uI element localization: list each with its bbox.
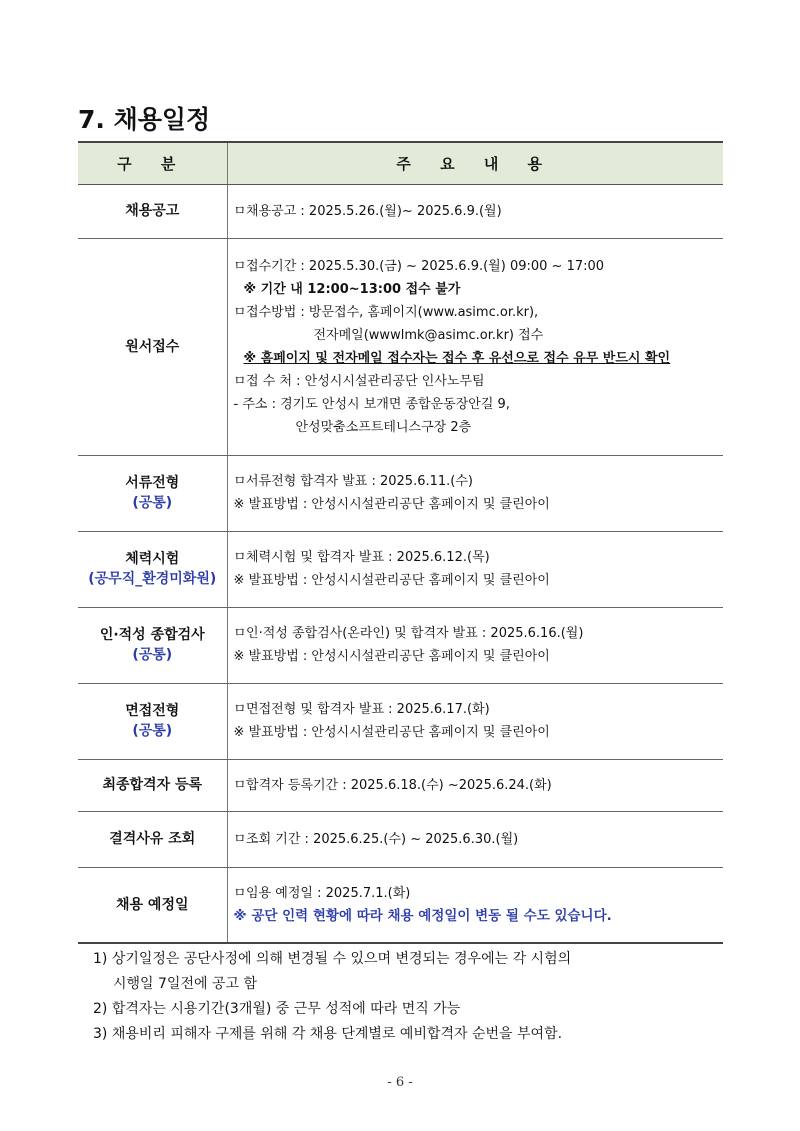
content-line: ㅁ합격자 등록기간 : 2025.6.18.(수) ~2025.6.24.(화)	[233, 777, 552, 793]
content-line: ㅁ서류전형 합격자 발표 : 2025.6.11.(수)	[233, 474, 473, 489]
footnote-1-continued: 시행일 7일전에 공고 함	[113, 976, 257, 992]
row-label: 최종합격자 등록	[102, 777, 203, 793]
row-label-cell	[78, 238, 227, 455]
table-row	[78, 455, 723, 531]
content-line: ※ 기간 내 12:00~13:00 접수 불가	[243, 281, 461, 297]
row-label-cell	[78, 811, 227, 867]
row-label: 결격사유 조회	[109, 831, 196, 847]
content-line: - 주소 : 경기도 안성시 보개면 종합운동장안길 9,	[233, 396, 510, 412]
content-line: 안성맞춤소프트테니스구장 2층	[295, 419, 472, 435]
row-content-cell	[227, 455, 723, 531]
content-line: ※ 발표방법 : 안성시시설관리공단 홈페이지 및 클린아이	[233, 573, 550, 588]
row-label-cell	[78, 607, 227, 683]
row-label: 체력시험	[125, 551, 180, 567]
content-line: ㅁ채용공고 : 2025.5.26.(월)~ 2025.6.9.(월)	[233, 203, 502, 219]
row-content-cell	[227, 184, 723, 238]
row-content-cell	[227, 531, 723, 607]
row-sublabel: (공통)	[132, 647, 173, 663]
footnote-1: 1) 상기일정은 공단사정에 의해 변경될 수 있으며 변경되는 경우에는 각 시험의	[93, 951, 572, 967]
row-sublabel: (공통)	[132, 723, 173, 739]
table-row	[78, 531, 723, 607]
content-line: ㅁ체력시험 및 합격자 발표 : 2025.6.12.(목)	[233, 550, 490, 565]
content-line: ㅁ임용 예정일 : 2025.7.1.(화)	[233, 885, 411, 901]
row-label: 원서접수	[125, 338, 180, 355]
table-row	[78, 811, 723, 867]
page-number: - 6 -	[387, 1075, 413, 1090]
row-label-cell	[78, 759, 227, 811]
content-line: ※ 발표방법 : 안성시시설관리공단 홈페이지 및 클린아이	[233, 725, 550, 740]
row-sublabel: (공통)	[132, 495, 173, 511]
row-label-cell	[78, 683, 227, 759]
row-label: 면접전형	[125, 703, 180, 719]
table-row	[78, 607, 723, 683]
row-content-cell	[227, 867, 723, 943]
content-line: ※ 홈페이지 및 전자메일 접수자는 접수 후 유선으로 접수 유무 반드시 확인	[243, 350, 671, 366]
header-category: 구 분	[78, 142, 227, 184]
content-line: ※ 발표방법 : 안성시시설관리공단 홈페이지 및 클린아이	[233, 497, 550, 512]
row-label: 채용 예정일	[116, 896, 189, 913]
header-content: 주 요 내 용	[227, 142, 723, 184]
page-title: 7. 채용일정	[78, 105, 211, 134]
table-header-row	[78, 142, 723, 184]
row-sublabel: (공무직_환경미화원)	[88, 571, 217, 587]
row-content-cell	[227, 238, 723, 455]
row-label: 서류전형	[125, 475, 180, 491]
content-line: 전자메일(wwwlmk@asimc.or.kr) 접수	[313, 327, 544, 343]
table-row	[78, 759, 723, 811]
table-row	[78, 184, 723, 238]
row-label-cell	[78, 867, 227, 943]
table-row	[78, 867, 723, 943]
table-row	[78, 683, 723, 759]
content-line: ㅁ접 수 처 : 안성시시설관리공단 인사노무팀	[233, 373, 485, 389]
row-content-cell	[227, 683, 723, 759]
footnote-3: 3) 채용비리 피해자 구제를 위해 각 채용 단계별로 예비합격자 순번을 부여함.	[93, 1026, 563, 1042]
row-content-cell	[227, 811, 723, 867]
row-label-cell	[78, 455, 227, 531]
content-line: ㅁ조회 기간 : 2025.6.25.(수) ~ 2025.6.30.(월)	[233, 831, 519, 847]
row-label-cell	[78, 531, 227, 607]
footnote-2: 2) 합격자는 시용기간(3개월) 중 근무 성적에 따라 면직 가능	[93, 1001, 461, 1017]
content-line: ※ 발표방법 : 안성시시설관리공단 홈페이지 및 클린아이	[233, 649, 550, 664]
row-content-cell	[227, 759, 723, 811]
row-label-cell	[78, 184, 227, 238]
content-line: ㅁ접수방법 : 방문접수, 홈페이지(www.asimc.or.kr),	[233, 304, 539, 320]
content-line: ㅁ인·적성 종합검사(온라인) 및 합격자 발표 : 2025.6.16.(월)	[233, 626, 584, 641]
table-body	[78, 184, 723, 943]
footnotes	[93, 947, 733, 1047]
content-line: ㅁ접수기간 : 2025.5.30.(금) ~ 2025.6.9.(월) 09:00 ~ 17:00	[233, 258, 605, 274]
content-line: ㅁ면접전형 및 합격자 발표 : 2025.6.17.(화)	[233, 702, 490, 717]
schedule-table	[78, 141, 723, 944]
row-label: 인·적성 종합검사	[99, 627, 205, 643]
content-line: ※ 공단 인력 현황에 따라 채용 예정일이 변동 될 수도 있습니다.	[233, 907, 612, 924]
table-row	[78, 238, 723, 455]
row-content-cell	[227, 607, 723, 683]
row-label: 채용공고	[125, 203, 180, 219]
